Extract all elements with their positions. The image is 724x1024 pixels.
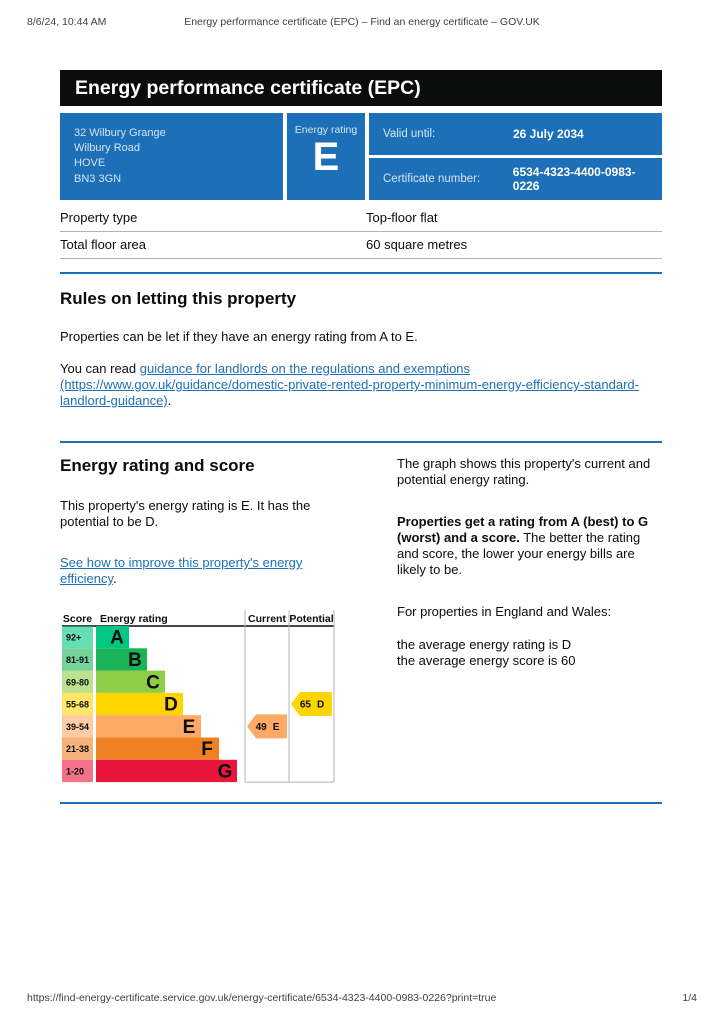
certificate-title: Energy performance certificate (EPC) [75, 77, 421, 99]
rating-explainer [397, 514, 662, 578]
certificate-page [60, 70, 662, 804]
improve-suffix: . [113, 571, 117, 586]
property-details-table [60, 205, 662, 259]
band-letter-A: A [110, 627, 124, 649]
average-score-line: the average energy score is 60 [397, 653, 576, 668]
score-range-C: 69-80 [66, 677, 90, 688]
rating-heading: Energy rating and score [60, 456, 255, 475]
certificate-summary [60, 113, 662, 200]
band-letter-F: F [201, 739, 213, 761]
potential-arrow-label: 65 D [299, 699, 325, 711]
letting-rules-heading: Rules on letting this property [60, 289, 297, 308]
score-range-E: 39-54 [66, 721, 90, 732]
current-arrow-label: 49 E [255, 721, 280, 733]
property-type-value: Top-floor flat [366, 210, 438, 225]
band-bar-G [96, 760, 237, 782]
score-range-F: 21-38 [66, 744, 90, 755]
browser-print-footer [27, 992, 697, 1006]
section-divider [60, 441, 662, 443]
chart-col-score: Score [62, 613, 93, 625]
landlord-guidance-link[interactable]: guidance for landlords on the regulations and exemptions (https://www.gov.uk/guidance/domestic-private-rented-property-minimum-energy-efficiency-standard-landlord-guidance) [60, 361, 639, 408]
energy-rating-section [60, 456, 662, 791]
score-range-G: 1-20 [66, 766, 85, 777]
rating-column-left [60, 456, 345, 791]
address-line: 32 Wilbury Grange [74, 127, 166, 139]
energy-rating-box [287, 113, 365, 200]
band-letter-B: B [128, 649, 142, 671]
certificate-number-label: Certificate number: [383, 173, 481, 185]
energy-rating-label: Energy rating [294, 124, 358, 136]
guidance-text-suffix: . [167, 393, 172, 408]
certificate-number-row [369, 158, 662, 200]
guidance-text-prefix: You can read [60, 361, 140, 376]
total-floor-area-value: 60 square metres [366, 237, 468, 252]
address-line: Wilbury Road [74, 142, 141, 155]
improve-paragraph [60, 555, 345, 587]
chart-col-potential: Potential [289, 613, 334, 625]
rating-explainer-rest: The better the rating and score, the lower your energy bills are likely to be. [397, 530, 641, 577]
score-range-A: 92+ [66, 632, 82, 643]
print-url: https://find-energy-certificate.service.gov.uk/energy-certificate/6534-4323-4400-0983-0226?print=true [27, 992, 497, 1004]
current-arrow [247, 714, 287, 738]
band-letter-D: D [164, 694, 178, 716]
table-row [60, 232, 662, 259]
band-letter-E: E [182, 716, 196, 738]
table-row [60, 205, 662, 232]
improve-efficiency-link[interactable]: See how to improve this property's energy efficiency [60, 555, 303, 586]
browser-print-header [27, 16, 697, 30]
address-line: HOVE [74, 157, 106, 170]
potential-arrow [291, 692, 332, 716]
certificate-number-value: 6534-4323-4400-0983-0226 [512, 165, 636, 193]
energy-rating-value: E [312, 135, 340, 179]
section-divider [60, 272, 662, 274]
rating-explainer-bold: Properties get a rating from A (best) to G (worst) and a score. [397, 514, 649, 545]
epc-rating-chart [60, 610, 338, 786]
address-line: BN3 3GN [74, 172, 122, 185]
score-range-D: 55-68 [66, 699, 90, 710]
average-rating-line: the average energy rating is D [397, 637, 572, 652]
rating-summary-paragraph: This property's energy rating is E. It has the potential to be D. [60, 498, 311, 529]
letting-rules-guidance [60, 361, 662, 409]
print-page-title: Energy performance certificate (EPC) – Find an energy certificate – GOV.UK [184, 16, 540, 28]
letting-rules-section [60, 289, 662, 409]
valid-until-row [369, 113, 662, 155]
valid-until-label: Valid until: [383, 128, 436, 140]
epc-chart-container [60, 610, 338, 791]
property-type-label: Property type [60, 210, 138, 225]
chart-col-current: Current [248, 613, 286, 625]
graph-explainer: The graph shows this property's current and potential energy rating. [397, 456, 651, 487]
print-page-number: 1/4 [682, 992, 697, 1004]
valid-until-value: 26 July 2034 [513, 127, 584, 141]
property-address [60, 113, 283, 200]
total-floor-area-label: Total floor area [60, 237, 146, 252]
band-letter-G: G [217, 761, 233, 783]
certificate-banner [60, 70, 662, 106]
section-divider [60, 802, 662, 804]
score-range-B: 81-91 [66, 654, 90, 665]
england-wales-intro: For properties in England and Wales: [397, 604, 612, 619]
rating-column-right [397, 456, 662, 791]
print-timestamp: 8/6/24, 10:44 AM [27, 16, 107, 28]
chart-col-rating: Energy rating [100, 613, 168, 625]
letting-rules-paragraph: Properties can be let if they have an energy rating from A to E. [60, 329, 418, 344]
certificate-details [369, 113, 662, 200]
band-letter-C: C [146, 672, 160, 694]
